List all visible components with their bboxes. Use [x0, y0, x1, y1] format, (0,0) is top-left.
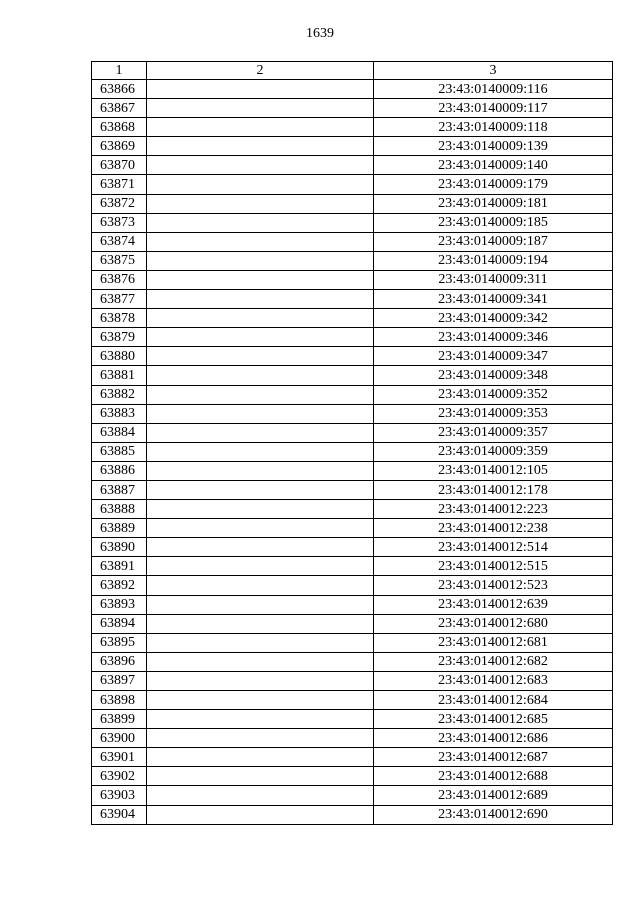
column-header-2: 2	[147, 62, 374, 80]
cadastral-number-cell: 23:43:0140009:179	[374, 175, 613, 194]
cadastral-number-cell: 23:43:0140012:514	[374, 538, 613, 557]
column-header-1: 1	[92, 62, 147, 80]
registry-table	[91, 61, 613, 825]
table-row	[92, 385, 613, 404]
row-number-cell: 63866	[92, 80, 147, 99]
table-row	[92, 175, 613, 194]
description-cell	[147, 691, 374, 710]
description-cell	[147, 576, 374, 595]
table-row	[92, 80, 613, 99]
cadastral-number-cell: 23:43:0140012:685	[374, 710, 613, 729]
table-row	[92, 270, 613, 289]
description-cell	[147, 480, 374, 499]
description-cell	[147, 175, 374, 194]
page-number: 1639	[306, 26, 334, 41]
cadastral-number-cell: 23:43:0140012:684	[374, 691, 613, 710]
description-cell	[147, 270, 374, 289]
table-row	[92, 519, 613, 538]
description-cell	[147, 251, 374, 270]
row-number-cell: 63902	[92, 767, 147, 786]
row-number-cell: 63890	[92, 538, 147, 557]
description-cell	[147, 118, 374, 137]
cadastral-number-cell: 23:43:0140012:523	[374, 576, 613, 595]
row-number-cell: 63899	[92, 710, 147, 729]
description-cell	[147, 729, 374, 748]
description-cell	[147, 500, 374, 519]
description-cell	[147, 290, 374, 309]
row-number-cell: 63880	[92, 347, 147, 366]
cadastral-number-cell: 23:43:0140012:105	[374, 461, 613, 480]
description-cell	[147, 232, 374, 251]
row-number-cell: 63903	[92, 786, 147, 805]
cadastral-number-cell: 23:43:0140009:347	[374, 347, 613, 366]
row-number-cell: 63870	[92, 156, 147, 175]
table-row	[92, 729, 613, 748]
cadastral-number-cell: 23:43:0140012:682	[374, 652, 613, 671]
table-row	[92, 595, 613, 614]
table-row	[92, 480, 613, 499]
cadastral-number-cell: 23:43:0140009:348	[374, 366, 613, 385]
description-cell	[147, 385, 374, 404]
row-number-cell: 63892	[92, 576, 147, 595]
row-number-cell: 63898	[92, 691, 147, 710]
row-number-cell: 63896	[92, 652, 147, 671]
table-row	[92, 194, 613, 213]
row-number-cell: 63877	[92, 290, 147, 309]
row-number-cell: 63871	[92, 175, 147, 194]
cadastral-number-cell: 23:43:0140009:346	[374, 328, 613, 347]
table-row	[92, 232, 613, 251]
table-row	[92, 328, 613, 347]
row-number-cell: 63891	[92, 557, 147, 576]
cadastral-number-cell: 23:43:0140009:194	[374, 251, 613, 270]
row-number-cell: 63887	[92, 480, 147, 499]
description-cell	[147, 767, 374, 786]
column-header-3: 3	[374, 62, 613, 80]
table-row	[92, 290, 613, 309]
row-number-cell: 63893	[92, 595, 147, 614]
description-cell	[147, 366, 374, 385]
cadastral-number-cell: 23:43:0140009:353	[374, 404, 613, 423]
row-number-cell: 63881	[92, 366, 147, 385]
table-row	[92, 805, 613, 824]
cadastral-number-cell: 23:43:0140012:686	[374, 729, 613, 748]
table-row	[92, 633, 613, 652]
cadastral-number-cell: 23:43:0140009:357	[374, 423, 613, 442]
cadastral-number-cell: 23:43:0140012:223	[374, 500, 613, 519]
row-number-cell: 63868	[92, 118, 147, 137]
description-cell	[147, 461, 374, 480]
table-row	[92, 99, 613, 118]
registry-table-body	[92, 62, 613, 825]
description-cell	[147, 213, 374, 232]
description-cell	[147, 194, 374, 213]
table-row	[92, 691, 613, 710]
table-row	[92, 309, 613, 328]
row-number-cell: 63894	[92, 614, 147, 633]
table-row	[92, 652, 613, 671]
row-number-cell: 63889	[92, 519, 147, 538]
cadastral-number-cell: 23:43:0140009:117	[374, 99, 613, 118]
row-number-cell: 63883	[92, 404, 147, 423]
table-row	[92, 538, 613, 557]
description-cell	[147, 652, 374, 671]
cadastral-number-cell: 23:43:0140012:688	[374, 767, 613, 786]
row-number-cell: 63879	[92, 328, 147, 347]
table-row	[92, 614, 613, 633]
description-cell	[147, 557, 374, 576]
table-row	[92, 461, 613, 480]
table-row	[92, 748, 613, 767]
description-cell	[147, 328, 374, 347]
row-number-cell: 63888	[92, 500, 147, 519]
row-number-cell: 63876	[92, 270, 147, 289]
table-row	[92, 576, 613, 595]
table-row	[92, 118, 613, 137]
description-cell	[147, 423, 374, 442]
row-number-cell: 63901	[92, 748, 147, 767]
description-cell	[147, 99, 374, 118]
table-header-row	[92, 62, 613, 80]
cadastral-number-cell: 23:43:0140009:140	[374, 156, 613, 175]
description-cell	[147, 614, 374, 633]
table-row	[92, 137, 613, 156]
table-row	[92, 423, 613, 442]
row-number-cell: 63878	[92, 309, 147, 328]
table-row	[92, 213, 613, 232]
description-cell	[147, 156, 374, 175]
cadastral-number-cell: 23:43:0140012:687	[374, 748, 613, 767]
table-row	[92, 767, 613, 786]
description-cell	[147, 805, 374, 824]
description-cell	[147, 404, 374, 423]
row-number-cell: 63875	[92, 251, 147, 270]
table-row	[92, 347, 613, 366]
cadastral-number-cell: 23:43:0140012:639	[374, 595, 613, 614]
description-cell	[147, 748, 374, 767]
description-cell	[147, 519, 374, 538]
description-cell	[147, 786, 374, 805]
row-number-cell: 63904	[92, 805, 147, 824]
row-number-cell: 63886	[92, 461, 147, 480]
cadastral-number-cell: 23:43:0140012:690	[374, 805, 613, 824]
table-row	[92, 671, 613, 690]
description-cell	[147, 595, 374, 614]
cadastral-number-cell: 23:43:0140012:681	[374, 633, 613, 652]
table-row	[92, 366, 613, 385]
row-number-cell: 63874	[92, 232, 147, 251]
table-row	[92, 156, 613, 175]
cadastral-number-cell: 23:43:0140009:181	[374, 194, 613, 213]
cadastral-number-cell: 23:43:0140009:359	[374, 442, 613, 461]
cadastral-number-cell: 23:43:0140012:689	[374, 786, 613, 805]
table-row	[92, 404, 613, 423]
row-number-cell: 63900	[92, 729, 147, 748]
row-number-cell: 63895	[92, 633, 147, 652]
table-row	[92, 786, 613, 805]
description-cell	[147, 633, 374, 652]
cadastral-number-cell: 23:43:0140009:342	[374, 309, 613, 328]
row-number-cell: 63897	[92, 671, 147, 690]
cadastral-number-cell: 23:43:0140012:515	[374, 557, 613, 576]
table-row	[92, 557, 613, 576]
description-cell	[147, 710, 374, 729]
description-cell	[147, 309, 374, 328]
row-number-cell: 63869	[92, 137, 147, 156]
description-cell	[147, 347, 374, 366]
cadastral-number-cell: 23:43:0140012:178	[374, 480, 613, 499]
description-cell	[147, 442, 374, 461]
description-cell	[147, 538, 374, 557]
row-number-cell: 63882	[92, 385, 147, 404]
description-cell	[147, 671, 374, 690]
row-number-cell: 63873	[92, 213, 147, 232]
cadastral-number-cell: 23:43:0140009:352	[374, 385, 613, 404]
table-row	[92, 710, 613, 729]
cadastral-number-cell: 23:43:0140009:341	[374, 290, 613, 309]
description-cell	[147, 80, 374, 99]
cadastral-number-cell: 23:43:0140012:238	[374, 519, 613, 538]
row-number-cell: 63884	[92, 423, 147, 442]
cadastral-number-cell: 23:43:0140009:185	[374, 213, 613, 232]
table-row	[92, 251, 613, 270]
cadastral-number-cell: 23:43:0140009:187	[374, 232, 613, 251]
cadastral-number-cell: 23:43:0140009:116	[374, 80, 613, 99]
row-number-cell: 63885	[92, 442, 147, 461]
row-number-cell: 63872	[92, 194, 147, 213]
cadastral-number-cell: 23:43:0140012:680	[374, 614, 613, 633]
cadastral-number-cell: 23:43:0140012:683	[374, 671, 613, 690]
cadastral-number-cell: 23:43:0140009:311	[374, 270, 613, 289]
table-row	[92, 500, 613, 519]
cadastral-number-cell: 23:43:0140009:139	[374, 137, 613, 156]
description-cell	[147, 137, 374, 156]
table-row	[92, 442, 613, 461]
cadastral-number-cell: 23:43:0140009:118	[374, 118, 613, 137]
row-number-cell: 63867	[92, 99, 147, 118]
